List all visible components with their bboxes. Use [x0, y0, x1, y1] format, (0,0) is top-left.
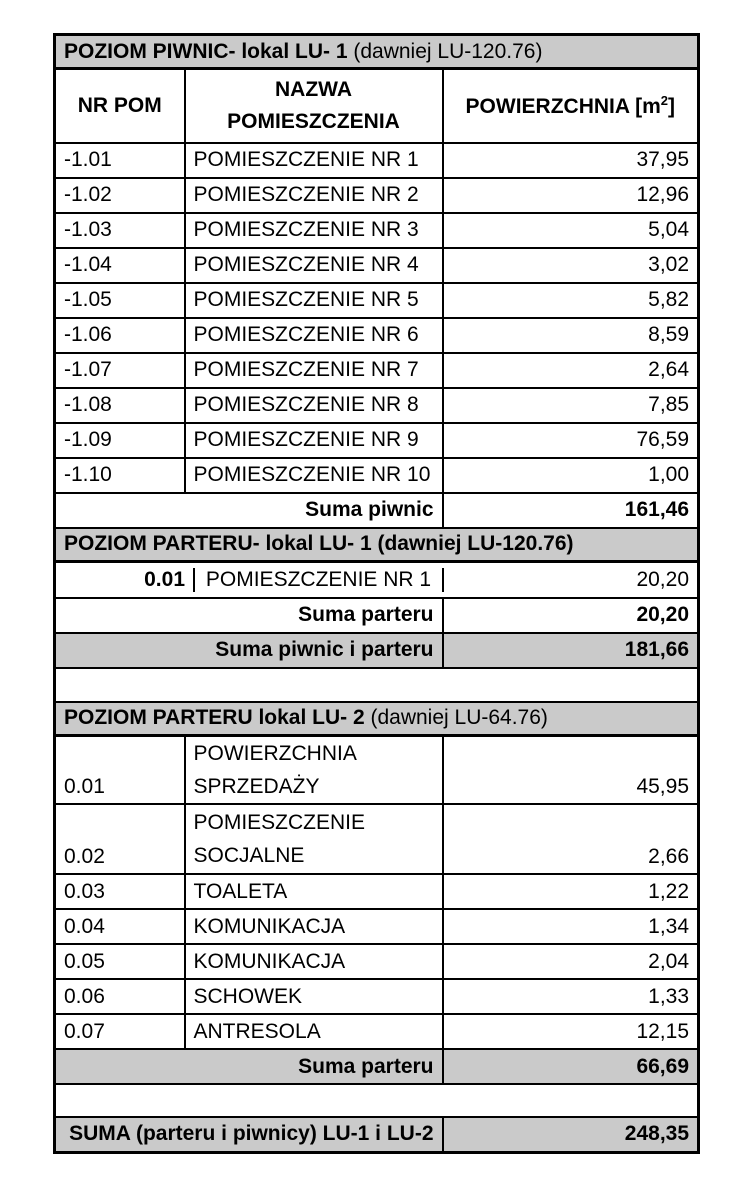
col-header-nazwa	[185, 69, 443, 143]
cell-area: 2,04	[443, 944, 699, 979]
section-header-piwnice	[55, 35, 699, 69]
cell-nr: -1.01	[55, 143, 185, 178]
sum-label: Suma piwnic	[55, 493, 443, 528]
cell-area: 1,00	[443, 458, 699, 493]
cell-area: 1,33	[443, 979, 699, 1014]
cell-nr: 0.05	[55, 944, 185, 979]
cell-name: POMIESZCZENIE NR 1	[195, 568, 444, 592]
cell-area: 45,95	[443, 736, 699, 805]
spacer-row	[55, 668, 699, 702]
cell-nr: 0.06	[55, 979, 185, 1014]
sum-label: Suma parteru	[55, 598, 443, 633]
table-row	[55, 736, 699, 805]
section-title-rest: (dawniej LU-120.76)	[347, 39, 543, 63]
cell-area: 5,04	[443, 213, 699, 248]
cell-name: POMIESZCZENIE NR 1	[185, 143, 443, 178]
cell-area: 7,85	[443, 388, 699, 423]
cell-area: 37,95	[443, 143, 699, 178]
table-row	[55, 909, 699, 944]
table-row	[55, 804, 699, 874]
cell-nr: -1.03	[55, 213, 185, 248]
sum-row-piwnice	[55, 493, 699, 528]
table-row	[55, 944, 699, 979]
sum-label: Suma piwnic i parteru	[55, 633, 443, 668]
cell-nr: -1.10	[55, 458, 185, 493]
cell-nr: -1.06	[55, 318, 185, 353]
spacer-cell	[55, 1084, 699, 1117]
cell-name: KOMUNIKACJA	[185, 944, 443, 979]
split-row-wrap	[56, 568, 697, 592]
area-table	[53, 33, 700, 1154]
cell-name	[185, 736, 443, 805]
section-title-bold: POZIOM PARTERU lokal LU- 2	[64, 706, 365, 730]
table-row	[55, 874, 699, 909]
table-row	[55, 283, 699, 318]
spacer-cell	[55, 668, 699, 702]
cell-area: 1,22	[443, 874, 699, 909]
cell-nr: -1.02	[55, 178, 185, 213]
cell-name: POMIESZCZENIE NR 2	[185, 178, 443, 213]
section-title-bold: POZIOM PIWNIC- lokal LU- 1	[64, 39, 348, 63]
table-row	[55, 248, 699, 283]
cell-nr: 0.07	[55, 1014, 185, 1049]
cell-area: 20,20	[636, 567, 690, 591]
col-header-nr: NR POM	[55, 69, 185, 143]
cell-nr: 0.01	[56, 568, 195, 592]
sum-value: 20,20	[443, 598, 699, 633]
cell-area: 8,59	[443, 318, 699, 353]
grand-total-row	[55, 1117, 699, 1152]
grand-total-label: SUMA (parteru i piwnicy) LU-1 i LU-2	[55, 1117, 443, 1152]
cell-area: 12,96	[443, 178, 699, 213]
col-header-nazwa-line2: POMIESZCZENIA	[227, 109, 400, 133]
table-row	[55, 388, 699, 423]
cell-area: 2,64	[443, 353, 699, 388]
cell-name: POMIESZCZENIE NR 4	[185, 248, 443, 283]
col-header-powierzchnia	[443, 69, 699, 143]
cell-name: KOMUNIKACJA	[185, 909, 443, 944]
cell-nr: -1.08	[55, 388, 185, 423]
section-header-parter-lu2	[55, 702, 699, 736]
cell-name: POMIESZCZENIE NR 10	[185, 458, 443, 493]
cell-nr: 0.02	[55, 804, 185, 874]
spacer-row	[55, 1084, 699, 1117]
col-header-pow-suffix: ]	[667, 94, 675, 118]
cell-name	[185, 804, 443, 874]
cell-name-line2: SPRZEDAŻY	[193, 775, 320, 798]
cell-name: SCHOWEK	[185, 979, 443, 1014]
table-row	[55, 353, 699, 388]
sum-value: 161,46	[443, 493, 699, 528]
cell-nr: -1.09	[55, 423, 185, 458]
sum-row-parter-lu2	[55, 1049, 699, 1084]
cell-name: POMIESZCZENIE NR 9	[185, 423, 443, 458]
cell-nr: -1.04	[55, 248, 185, 283]
sum-row-lu1-total	[55, 633, 699, 668]
cell-area: 12,15	[443, 1014, 699, 1049]
cell-name: POMIESZCZENIE NR 7	[185, 353, 443, 388]
cell-nr: 0.03	[55, 874, 185, 909]
cell-name: POMIESZCZENIE NR 3	[185, 213, 443, 248]
sum-value: 66,69	[443, 1049, 699, 1084]
col-header-pow-prefix: POWIERZCHNIA [m	[465, 94, 661, 118]
cell-area: 76,59	[443, 423, 699, 458]
table-row	[55, 213, 699, 248]
section-title-parter-lu2	[55, 702, 699, 736]
column-header-row	[55, 69, 699, 143]
cell-name: POMIESZCZENIE NR 8	[185, 388, 443, 423]
cell-name-line1: POWIERZCHNIA	[193, 742, 357, 765]
table-row	[55, 143, 699, 178]
table-row	[55, 178, 699, 213]
table-row	[55, 458, 699, 493]
table-row	[55, 318, 699, 353]
grand-total-value: 248,35	[443, 1117, 699, 1152]
split-row	[55, 562, 699, 598]
cell-nr: 0.04	[55, 909, 185, 944]
cell-name: POMIESZCZENIE NR 5	[185, 283, 443, 318]
cell-area: 2,66	[443, 804, 699, 874]
sum-label: Suma parteru	[55, 1049, 443, 1084]
section-title-piwnice	[55, 35, 699, 69]
sum-row-parter-lu1	[55, 598, 699, 633]
section-title-parter-lu1	[55, 528, 699, 562]
section-title-bold: POZIOM PARTERU- lokal LU- 1 (dawniej LU-120.76)	[64, 532, 574, 556]
col-header-nazwa-line1: NAZWA	[275, 77, 352, 101]
table-row	[55, 979, 699, 1014]
table-row-parter-lu1	[55, 562, 699, 598]
cell-nr: -1.05	[55, 283, 185, 318]
cell-name-line2: SOCJALNE	[193, 844, 305, 867]
cell-name-line1: POMIESZCZENIE	[193, 811, 366, 834]
section-header-parter-lu1	[55, 528, 699, 562]
cell-nr: 0.01	[55, 736, 185, 805]
table-row	[55, 1014, 699, 1049]
table-row	[55, 423, 699, 458]
cell-area: 1,34	[443, 909, 699, 944]
cell-area: 5,82	[443, 283, 699, 318]
cell-name: ANTRESOLA	[185, 1014, 443, 1049]
col-header-pow-sup: 2	[660, 92, 668, 108]
sum-value: 181,66	[443, 633, 699, 668]
cell-name: TOALETA	[185, 874, 443, 909]
section-title-rest: (dawniej LU-64.76)	[364, 706, 548, 730]
cell-nr: -1.07	[55, 353, 185, 388]
cell-area: 3,02	[443, 248, 699, 283]
cell-name: POMIESZCZENIE NR 6	[185, 318, 443, 353]
